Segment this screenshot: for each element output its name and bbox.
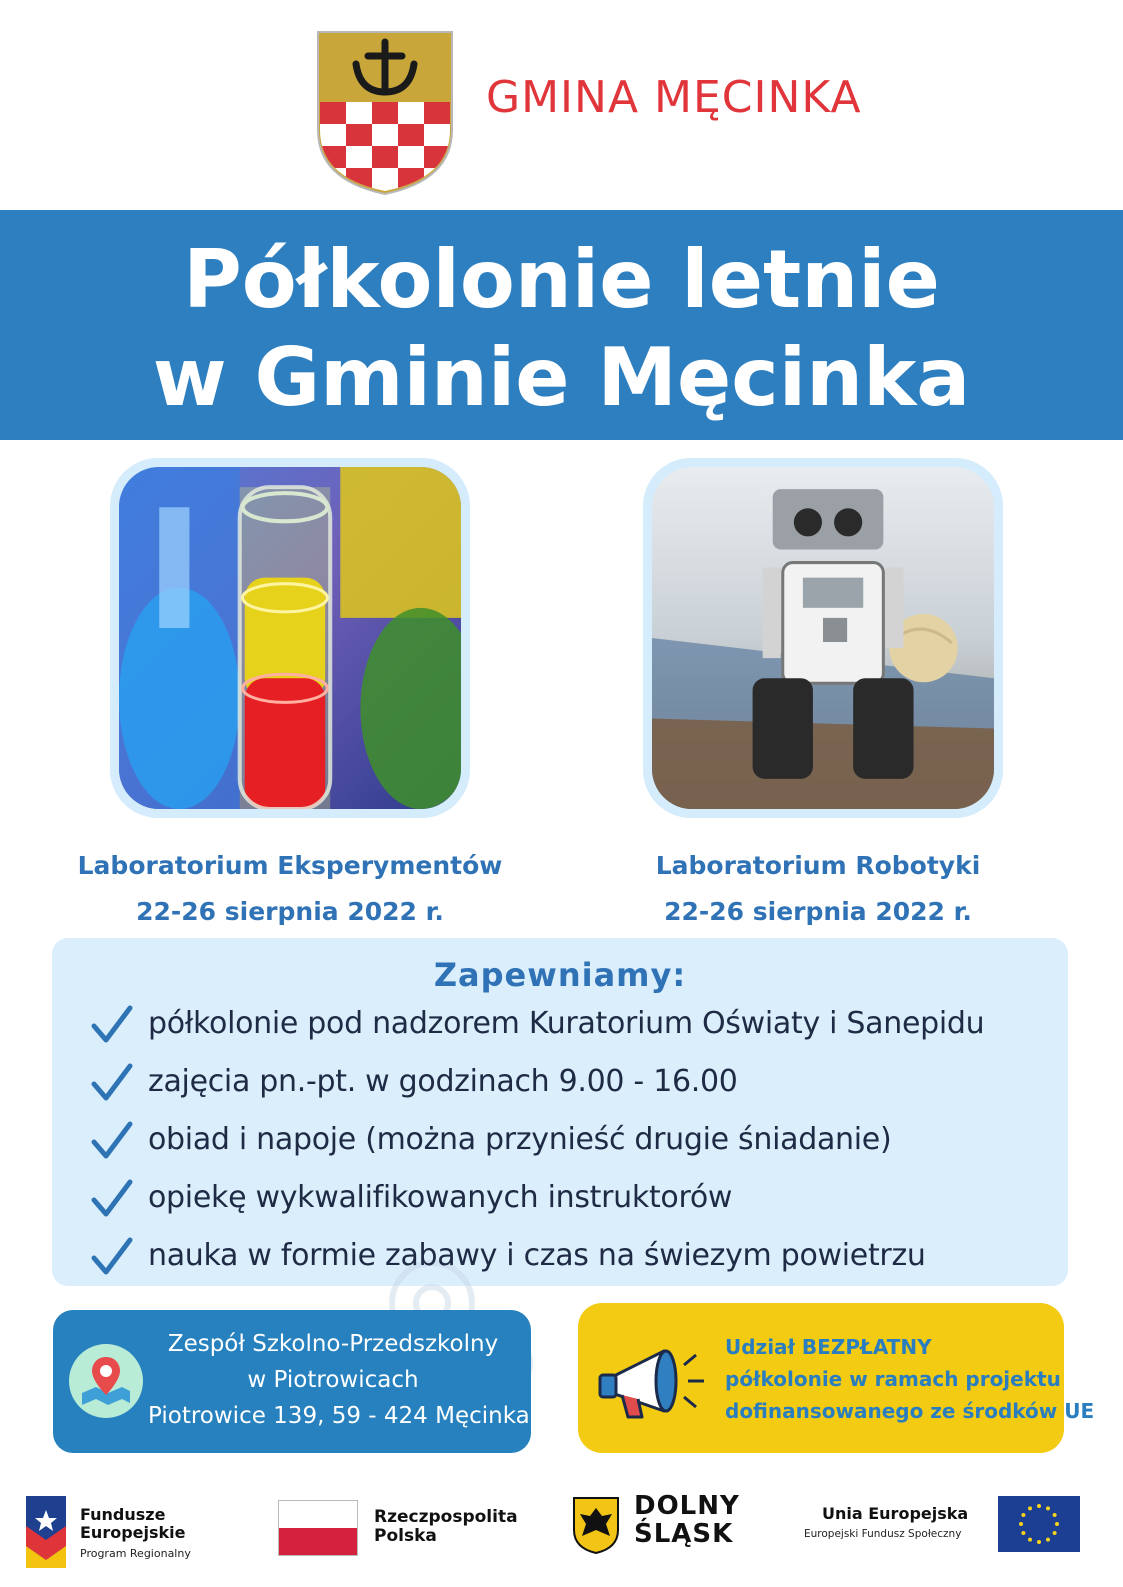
robotics-caption (568, 843, 1068, 935)
eu-stars-icon (998, 1496, 1080, 1552)
feature-item (88, 1172, 732, 1222)
check-icon (88, 1174, 134, 1220)
footer-logos (0, 1490, 1123, 1580)
ds-line-2: ŚLĄSK (634, 1519, 734, 1549)
title-banner (0, 210, 1123, 440)
ds-line-1: DOLNY (634, 1491, 740, 1521)
experiments-caption (40, 843, 540, 935)
feature-text: nauka w formie zabawy i czas na świezym powietrzu (148, 1237, 926, 1273)
experiments-name: Laboratorium Eksperymentów (77, 851, 503, 880)
feature-text: zajęcia pn.-pt. w godzinach 9.00 - 16.00 (148, 1063, 738, 1099)
robotics-dates: 22-26 sierpnia 2022 r. (664, 897, 972, 926)
feature-item (88, 1230, 926, 1280)
eagle-shield-icon (572, 1496, 620, 1554)
experiments-dates: 22-26 sierpnia 2022 r. (136, 897, 444, 926)
fe-mark-icon (26, 1496, 66, 1568)
promo-line-1: Udział BEZPŁATNY (725, 1335, 932, 1359)
poland-flag-icon (278, 1500, 358, 1556)
eu-line-1: Unia Europejska (822, 1504, 969, 1523)
gmina-crest-icon (316, 30, 454, 196)
banner-title-line-2: w Gminie Męcinka (152, 331, 971, 424)
fundusze-europejskie-logo (26, 1496, 226, 1570)
fe-line-2: Europejskie (80, 1523, 186, 1542)
promo-card (578, 1303, 1095, 1453)
feature-item (88, 998, 984, 1048)
address-line-1: Zespół Szkolno-Przedszkolny (167, 1331, 499, 1357)
fe-line-1: Fundusze (80, 1505, 166, 1524)
map-pin-icon (68, 1343, 144, 1419)
feature-item (88, 1114, 891, 1164)
feature-text: obiad i napoje (można przynieść drugie śniadanie) (148, 1121, 892, 1157)
check-icon (88, 1116, 134, 1162)
features-box (52, 938, 1068, 1286)
check-icon (88, 1058, 134, 1104)
unia-europejska-logo (802, 1496, 1082, 1566)
robotics-photo (643, 458, 1003, 818)
promo-line-2: półkolonie w ramach projektu (725, 1367, 1061, 1391)
address-card (53, 1310, 531, 1453)
check-icon (88, 1000, 134, 1046)
robotics-name: Laboratorium Robotyki (655, 851, 981, 880)
address-text (148, 1326, 530, 1434)
banner-title-line-1: Półkolonie letnie (183, 233, 940, 326)
fe-line-3: Program Regionalny (80, 1547, 191, 1560)
brand-title: GMINA MĘCINKA (486, 72, 862, 123)
address-line-3: Piotrowice 139, 59 - 424 Męcinka (148, 1403, 530, 1429)
features-title: Zapewniamy: (433, 956, 687, 994)
feature-item (88, 1056, 738, 1106)
eu-line-2: Europejski Fundusz Społeczny (804, 1528, 962, 1540)
feature-text: półkolonie pod nadzorem Kuratorium Oświaty i Sanepidu (148, 1005, 985, 1041)
pl-line-1: Rzeczpospolita (374, 1507, 518, 1527)
pl-line-2: Polska (374, 1526, 437, 1546)
dolny-slask-logo (572, 1492, 752, 1562)
rzeczpospolita-logo (278, 1500, 528, 1560)
feature-text: opiekę wykwalifikowanych instruktorów (148, 1179, 733, 1215)
robot-image (652, 467, 994, 809)
address-line-2: w Piotrowicach (247, 1367, 419, 1393)
experiments-photo (110, 458, 470, 818)
megaphone-icon (592, 1321, 712, 1441)
check-icon (88, 1232, 134, 1278)
promo-line-3: dofinansowanego ze środków UE (725, 1399, 1095, 1423)
promo-text (725, 1331, 1094, 1427)
test-tubes-image (119, 467, 461, 809)
